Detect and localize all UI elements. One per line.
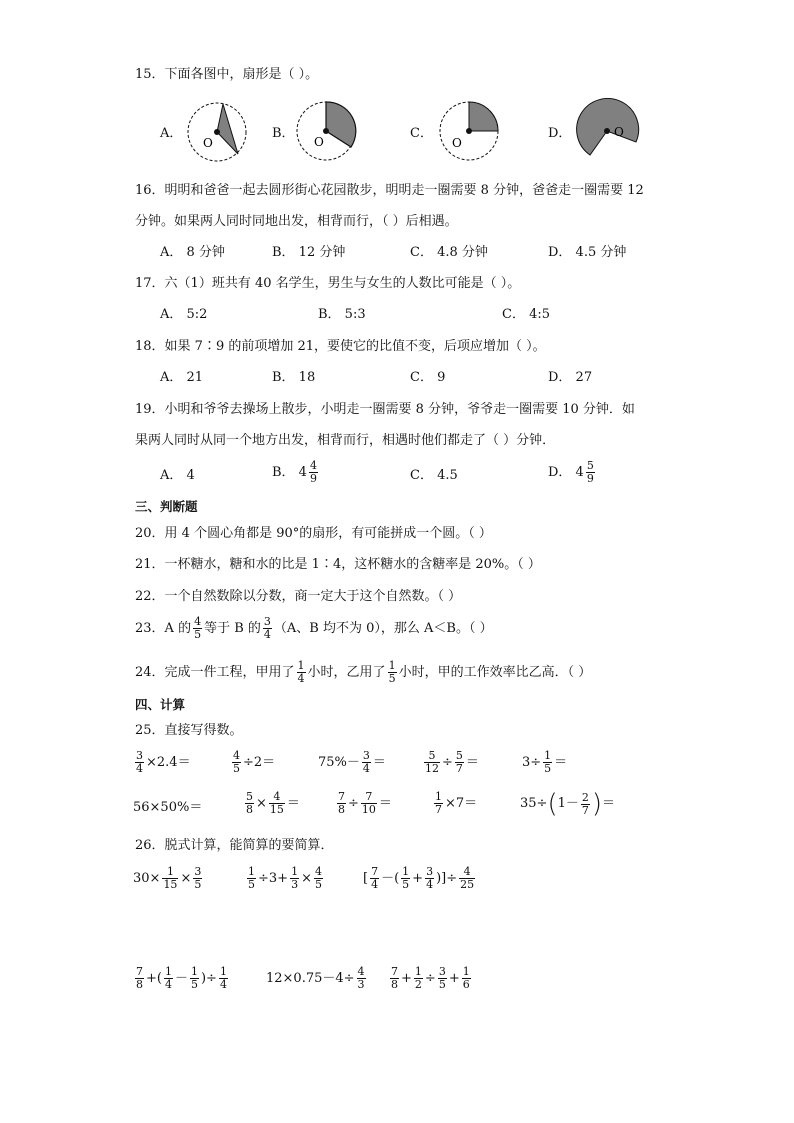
q18-stem: 18．如果 7∶9 的前项增加 21，要使它的比值不变，后项应增加（ ）。 xyxy=(135,339,546,354)
q17-option-c: C． 4:5 xyxy=(502,307,551,322)
q16-option-a: A． 8 分钟 xyxy=(160,245,225,260)
q22: 22．一个自然数除以分数，商一定大于这个自然数。（ ） xyxy=(135,589,462,604)
q16-option-d: D． 4.5 分钟 xyxy=(548,245,627,260)
q16-line2: 分钟。如果两人同时同地出发，相背而行，（ ）后相遇。 xyxy=(135,214,458,229)
q23: 23．A 的 $\frac{4}{5}$ 等于 B 的 $\frac{3}{4}$ （A、B 均不为 0），那么 A＜B。（ ） xyxy=(135,615,493,641)
q25-item: $\frac{5}{8}$ × $\frac{4}{15}$ ＝ xyxy=(246,790,300,816)
fraction: $\frac{5}{9}$ xyxy=(586,459,594,485)
q25-stem: 25．直接写得数。 xyxy=(135,723,243,738)
svg-text:O: O xyxy=(314,135,324,149)
q15-figure-c xyxy=(435,100,507,162)
q18-option-c: C． 9 xyxy=(410,370,446,385)
q18-option-b: B． 18 xyxy=(272,370,316,385)
q17-stem: 17．六（1）班共有 40 名学生，男生与女生的人数比可能是（ ）。 xyxy=(135,276,521,291)
q26-expression: [ $\frac{7}{4}$ －( $\frac{1}{5}$ + $\frac{3}{4}$ )]÷ $\frac{4}{25}$ xyxy=(363,865,475,891)
q25-item: 35÷ ( 1－ $\frac{2}{7}$ ) ＝ xyxy=(520,789,616,819)
q16-option-b: B． 12 分钟 xyxy=(272,245,346,260)
q19-option-a: A． 4 xyxy=(160,468,195,483)
q24: 24．完成一件工程，甲用了 $\frac{1}{4}$ 小时，乙用了 $\frac{1}{5}$ 小时，甲的工作效率比乙高．（ ） xyxy=(135,659,592,685)
q19-option-c: C． 4.5 xyxy=(410,468,458,483)
q25-item: $\frac{3}{4}$ ×2.4＝ xyxy=(136,749,191,775)
q15-figure-d xyxy=(573,98,645,164)
q18-option-d: D． 27 xyxy=(548,370,593,385)
q26-expression: $\frac{7}{8}$ + $\frac{1}{2}$ ÷ $\frac{3}{5}$ + $\frac{1}{6}$ xyxy=(391,965,470,991)
q25-item: 75%－ $\frac{3}{4}$ ＝ xyxy=(318,749,386,775)
q20: 20．用 4 个圆心角都是 90°的扇形，有可能拼成一个圆。（ ） xyxy=(135,526,492,541)
q19-option-d: D． 4 $\frac{5}{9}$ xyxy=(548,459,594,485)
section-heading-judgement: 三、判断题 xyxy=(135,499,198,514)
q15-option-b-label: B． xyxy=(272,126,295,141)
q15-stem: 15．下面各图中，扇形是（ ）。 xyxy=(135,67,319,82)
q25-item: $\frac{1}{7}$ ×7＝ xyxy=(435,790,478,816)
q19-line1: 19．小明和爷爷去操场上散步，小明走一圈需要 8 分钟，爷爷走一圈需要 10 分钟．如 xyxy=(135,402,635,417)
q19-option-b: B． 4 $\frac{4}{9}$ xyxy=(272,459,317,485)
section-heading-calculation: 四、计算 xyxy=(135,697,186,712)
svg-text:O: O xyxy=(614,125,624,139)
q15-figure-a xyxy=(183,102,255,162)
q15-option-c-label: C． xyxy=(410,126,433,141)
q26-expression: $\frac{1}{5}$ ÷3+ $\frac{1}{3}$ × $\frac{4}{5}$ xyxy=(248,865,322,891)
q15-option-a-label: A． xyxy=(160,126,183,141)
q26-expression: 12×0.75－4÷ $\frac{4}{3}$ xyxy=(266,965,365,991)
q26-expression: 30× $\frac{1}{15}$ × $\frac{3}{5}$ xyxy=(133,865,202,891)
q25-item: $\frac{5}{12}$ ÷ $\frac{5}{7}$ ＝ xyxy=(425,749,479,775)
q18-option-a: A． 21 xyxy=(160,370,204,385)
q19-line2: 果两人同时从同一个地方出发，相背而行，相遇时他们都走了（ ）分钟． xyxy=(135,433,556,448)
q25-item: $\frac{4}{5}$ ÷2＝ xyxy=(233,749,276,775)
q17-option-b: B． 5:3 xyxy=(318,307,366,322)
fraction: $\frac{4}{9}$ xyxy=(309,459,317,485)
q21: 21．一杯糖水，糖和水的比是 1∶4，这杯糖水的含糖率是 20%。（ ） xyxy=(135,557,541,572)
q16-option-c: C． 4.8 分钟 xyxy=(410,245,488,260)
q26-stem: 26．脱式计算，能简算的要简算． xyxy=(135,838,334,853)
q25-item: 3÷ $\frac{1}{5}$ ＝ xyxy=(522,749,568,775)
q16-line1: 16．明明和爸爸一起去圆形街心花园散步，明明走一圈需要 8 分钟，爸爸走一圈需要 12 xyxy=(135,183,644,198)
q26-expression: $\frac{7}{8}$ +( $\frac{1}{4}$ － $\frac{1}{5}$ )÷ $\frac{1}{4}$ xyxy=(136,965,227,991)
q15-figure-b xyxy=(292,100,364,162)
q25-item: 56×50%＝ xyxy=(133,800,203,815)
center-o-label: O xyxy=(203,136,213,150)
q15-option-d-label: D． xyxy=(548,126,572,141)
q17-option-a: A． 5:2 xyxy=(160,307,208,322)
q25-item: $\frac{7}{8}$ ÷ $\frac{7}{10}$ ＝ xyxy=(338,790,392,816)
svg-text:O: O xyxy=(452,136,462,150)
